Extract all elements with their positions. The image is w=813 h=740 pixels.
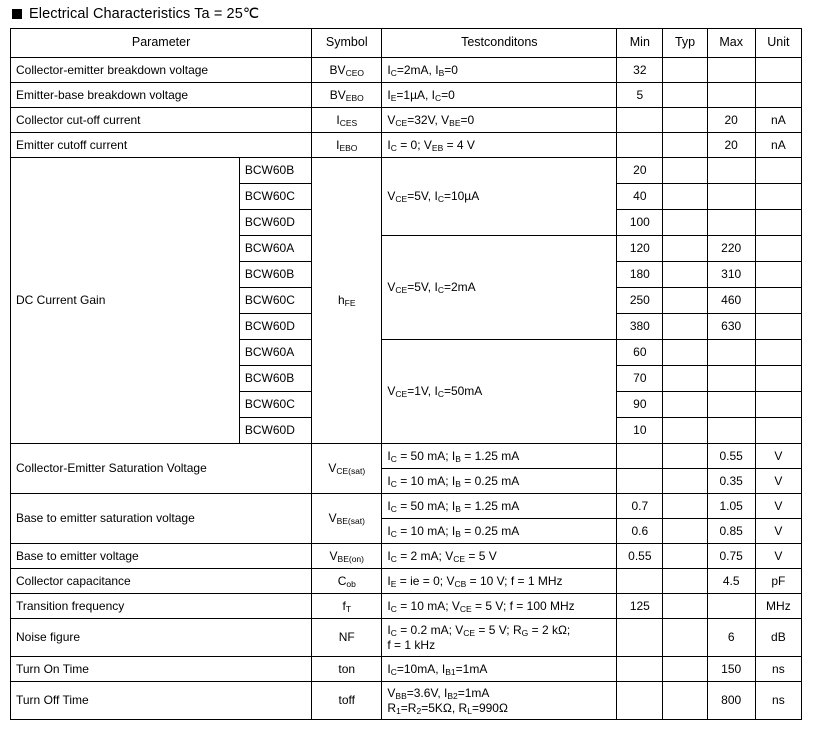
- gain-unit: [755, 158, 801, 184]
- row-parameter: Emitter-base breakdown voltage: [11, 83, 312, 108]
- gain-typ: [663, 262, 707, 288]
- gain-typ: [663, 288, 707, 314]
- row-typ: [663, 519, 707, 544]
- row-unit: V: [755, 544, 801, 569]
- row-conditions: $I_C = 2$ mA; $V_{CE} = 5$ V: [382, 544, 617, 569]
- row-max: [707, 83, 755, 108]
- row-symbol: NF: [312, 619, 382, 657]
- gain-min: 250: [617, 288, 663, 314]
- page-title-text: Electrical Characteristics Ta = 25℃: [29, 6, 260, 22]
- gain-typ: [663, 340, 707, 366]
- gain-max: [707, 392, 755, 418]
- row-conditions: $I_C = 10$ mA; $I_B = 0.25$ mA: [382, 519, 617, 544]
- row-min: 5: [617, 83, 663, 108]
- row-typ: [663, 657, 707, 682]
- row-parameter: Turn On Time: [11, 657, 312, 682]
- gain-type: BCW60D: [239, 314, 311, 340]
- row-conditions: $I_C = 50$ mA; $I_B = 1.25$ mA: [382, 494, 617, 519]
- row-parameter: Collector cut-off current: [11, 108, 312, 133]
- row-min: [617, 133, 663, 158]
- gain-unit: [755, 392, 801, 418]
- gain-type: BCW60D: [239, 210, 311, 236]
- gain-unit: [755, 288, 801, 314]
- row-min: 125: [617, 594, 663, 619]
- table-row: [11, 494, 802, 519]
- row-unit: V: [755, 469, 801, 494]
- gain-type: BCW60C: [239, 184, 311, 210]
- row-conditions: $I_C = 10$ mA; $I_B = 0.25$ mA: [382, 469, 617, 494]
- gain-typ: [663, 418, 707, 444]
- row-typ: [663, 682, 707, 720]
- row-typ: [663, 58, 707, 83]
- row-parameter: Collector capacitance: [11, 569, 312, 594]
- row-unit: nA: [755, 133, 801, 158]
- gain-typ: [663, 158, 707, 184]
- row-unit: nA: [755, 108, 801, 133]
- row-unit: pF: [755, 569, 801, 594]
- gain-max: [707, 210, 755, 236]
- row-conditions: $I_E=1\mu A$, $I_C=0$: [382, 83, 617, 108]
- gain-type: BCW60B: [239, 366, 311, 392]
- row-unit: ns: [755, 657, 801, 682]
- row-conditions: $I_C = 50$ mA; $I_B = 1.25$ mA: [382, 444, 617, 469]
- gain-min: 380: [617, 314, 663, 340]
- row-min: [617, 569, 663, 594]
- header-unit: Unit: [755, 29, 801, 58]
- row-unit: MHz: [755, 594, 801, 619]
- row-min: [617, 682, 663, 720]
- gain-conditions: $V_{CE}=5V$, $I_C=10\mu A$: [382, 158, 617, 236]
- row-parameter: Collector-emitter breakdown voltage: [11, 58, 312, 83]
- gain-unit: [755, 236, 801, 262]
- gain-min: 100: [617, 210, 663, 236]
- row-conditions: $I_C = 0.2$ mA; $V_{CE} = 5$ V; $R_G = 2$ kΩ; f = 1 kHz: [382, 619, 617, 657]
- row-unit: V: [755, 444, 801, 469]
- header-max: Max: [707, 29, 755, 58]
- table-row: [11, 544, 802, 569]
- row-min: [617, 444, 663, 469]
- row-parameter: Emitter cutoff current: [11, 133, 312, 158]
- electrical-characteristics-table: [10, 28, 802, 720]
- row-max: 0.75: [707, 544, 755, 569]
- table-row: [11, 83, 802, 108]
- row-symbol: $V_{BE(on)}$: [312, 544, 382, 569]
- gain-typ: [663, 314, 707, 340]
- gain-parameter: DC Current Gain: [11, 158, 240, 444]
- gain-unit: [755, 184, 801, 210]
- row-unit: ns: [755, 682, 801, 720]
- table-row: [11, 133, 802, 158]
- row-min: 0.55: [617, 544, 663, 569]
- table-row: [11, 58, 802, 83]
- row-typ: [663, 594, 707, 619]
- row-parameter: Base to emitter saturation voltage: [11, 494, 312, 544]
- row-unit: [755, 58, 801, 83]
- row-max: 800: [707, 682, 755, 720]
- header-parameter: Parameter: [11, 29, 312, 58]
- gain-max: [707, 184, 755, 210]
- row-min: 0.6: [617, 519, 663, 544]
- gain-min: 70: [617, 366, 663, 392]
- row-parameter: Noise figure: [11, 619, 312, 657]
- gain-unit: [755, 210, 801, 236]
- gain-type: BCW60B: [239, 262, 311, 288]
- row-conditions: $I_E$ = ie = 0; $V_{CB} = 10$ V; f = 1 MHz: [382, 569, 617, 594]
- row-conditions: $I_C = 0$; $V_{EB} = 4$ V: [382, 133, 617, 158]
- table-row-gain: [11, 158, 802, 184]
- row-max: 4.5: [707, 569, 755, 594]
- row-typ: [663, 469, 707, 494]
- row-typ: [663, 544, 707, 569]
- row-symbol: $C_{ob}$: [312, 569, 382, 594]
- row-typ: [663, 133, 707, 158]
- row-min: [617, 469, 663, 494]
- gain-typ: [663, 184, 707, 210]
- gain-type: BCW60C: [239, 288, 311, 314]
- gain-unit: [755, 340, 801, 366]
- gain-min: 10: [617, 418, 663, 444]
- gain-conditions: $V_{CE}=5V$, $I_C=2mA$: [382, 236, 617, 340]
- row-min: [617, 108, 663, 133]
- gain-min: 20: [617, 158, 663, 184]
- gain-typ: [663, 366, 707, 392]
- row-parameter: Collector-Emitter Saturation Voltage: [11, 444, 312, 494]
- table-row: [11, 682, 802, 720]
- row-min: [617, 619, 663, 657]
- row-max: [707, 594, 755, 619]
- gain-symbol: $h_{FE}$: [312, 158, 382, 444]
- header-min: Min: [617, 29, 663, 58]
- row-min: [617, 657, 663, 682]
- row-max: 0.55: [707, 444, 755, 469]
- gain-max: [707, 366, 755, 392]
- row-conditions: $I_C=2mA$, $I_B=0$: [382, 58, 617, 83]
- row-max: 0.35: [707, 469, 755, 494]
- gain-unit: [755, 366, 801, 392]
- row-max: 150: [707, 657, 755, 682]
- row-typ: [663, 444, 707, 469]
- gain-typ: [663, 392, 707, 418]
- table-row: [11, 569, 802, 594]
- gain-type: BCW60B: [239, 158, 311, 184]
- gain-typ: [663, 210, 707, 236]
- row-max: 1.05: [707, 494, 755, 519]
- gain-conditions: $V_{CE}=1V$, $I_C=50mA$: [382, 340, 617, 444]
- gain-min: 90: [617, 392, 663, 418]
- table-row: [11, 108, 802, 133]
- bullet-icon: [12, 9, 22, 19]
- row-parameter: Base to emitter voltage: [11, 544, 312, 569]
- gain-min: 60: [617, 340, 663, 366]
- row-max: 20: [707, 108, 755, 133]
- row-typ: [663, 569, 707, 594]
- row-conditions: $I_C = 10$ mA; $V_{CE} = 5$ V; f = 100 MHz: [382, 594, 617, 619]
- row-max: [707, 58, 755, 83]
- row-conditions: $V_{BB}=3.6V$, $I_{B2}=1mA$ $R_1=R_2=5K\Omega$, $R_L=990\Omega$: [382, 682, 617, 720]
- table-row: [11, 594, 802, 619]
- row-unit: dB: [755, 619, 801, 657]
- gain-min: 180: [617, 262, 663, 288]
- row-max: 6: [707, 619, 755, 657]
- row-max: 0.85: [707, 519, 755, 544]
- gain-unit: [755, 314, 801, 340]
- row-max: 20: [707, 133, 755, 158]
- row-conditions: $I_C=10mA$, $I_{B1}=1mA$: [382, 657, 617, 682]
- table-row: [11, 444, 802, 469]
- row-parameter: Turn Off Time: [11, 682, 312, 720]
- row-symbol: $V_{BE(sat)}$: [312, 494, 382, 544]
- gain-unit: [755, 262, 801, 288]
- row-symbol: ton: [312, 657, 382, 682]
- gain-type: BCW60C: [239, 392, 311, 418]
- row-parameter: Transition frequency: [11, 594, 312, 619]
- row-symbol: $f_T$: [312, 594, 382, 619]
- row-conditions: $V_{CE}=32V$, $V_{BE}=0$: [382, 108, 617, 133]
- row-symbol: $BV_{EBO}$: [312, 83, 382, 108]
- gain-max: 630: [707, 314, 755, 340]
- row-symbol: $I_{EBO}$: [312, 133, 382, 158]
- page-title: [12, 6, 803, 22]
- row-symbol: $I_{CES}$: [312, 108, 382, 133]
- gain-min: 40: [617, 184, 663, 210]
- gain-max: [707, 418, 755, 444]
- gain-max: [707, 158, 755, 184]
- row-symbol: $V_{CE(sat)}$: [312, 444, 382, 494]
- row-unit: [755, 83, 801, 108]
- row-typ: [663, 494, 707, 519]
- table-row: [11, 619, 802, 657]
- gain-max: 310: [707, 262, 755, 288]
- gain-type: BCW60A: [239, 236, 311, 262]
- row-symbol: toff: [312, 682, 382, 720]
- row-min: 0.7: [617, 494, 663, 519]
- gain-max: 460: [707, 288, 755, 314]
- row-unit: V: [755, 494, 801, 519]
- gain-type: BCW60D: [239, 418, 311, 444]
- gain-typ: [663, 236, 707, 262]
- header-conditions: Testconditons: [382, 29, 617, 58]
- row-unit: V: [755, 519, 801, 544]
- row-typ: [663, 619, 707, 657]
- gain-type: BCW60A: [239, 340, 311, 366]
- table-header-row: [11, 29, 802, 58]
- row-symbol: $BV_{CEO}$: [312, 58, 382, 83]
- header-symbol: Symbol: [312, 29, 382, 58]
- header-typ: Typ: [663, 29, 707, 58]
- row-typ: [663, 83, 707, 108]
- row-typ: [663, 108, 707, 133]
- row-min: 32: [617, 58, 663, 83]
- gain-min: 120: [617, 236, 663, 262]
- gain-max: [707, 340, 755, 366]
- gain-unit: [755, 418, 801, 444]
- table-row: [11, 657, 802, 682]
- gain-max: 220: [707, 236, 755, 262]
